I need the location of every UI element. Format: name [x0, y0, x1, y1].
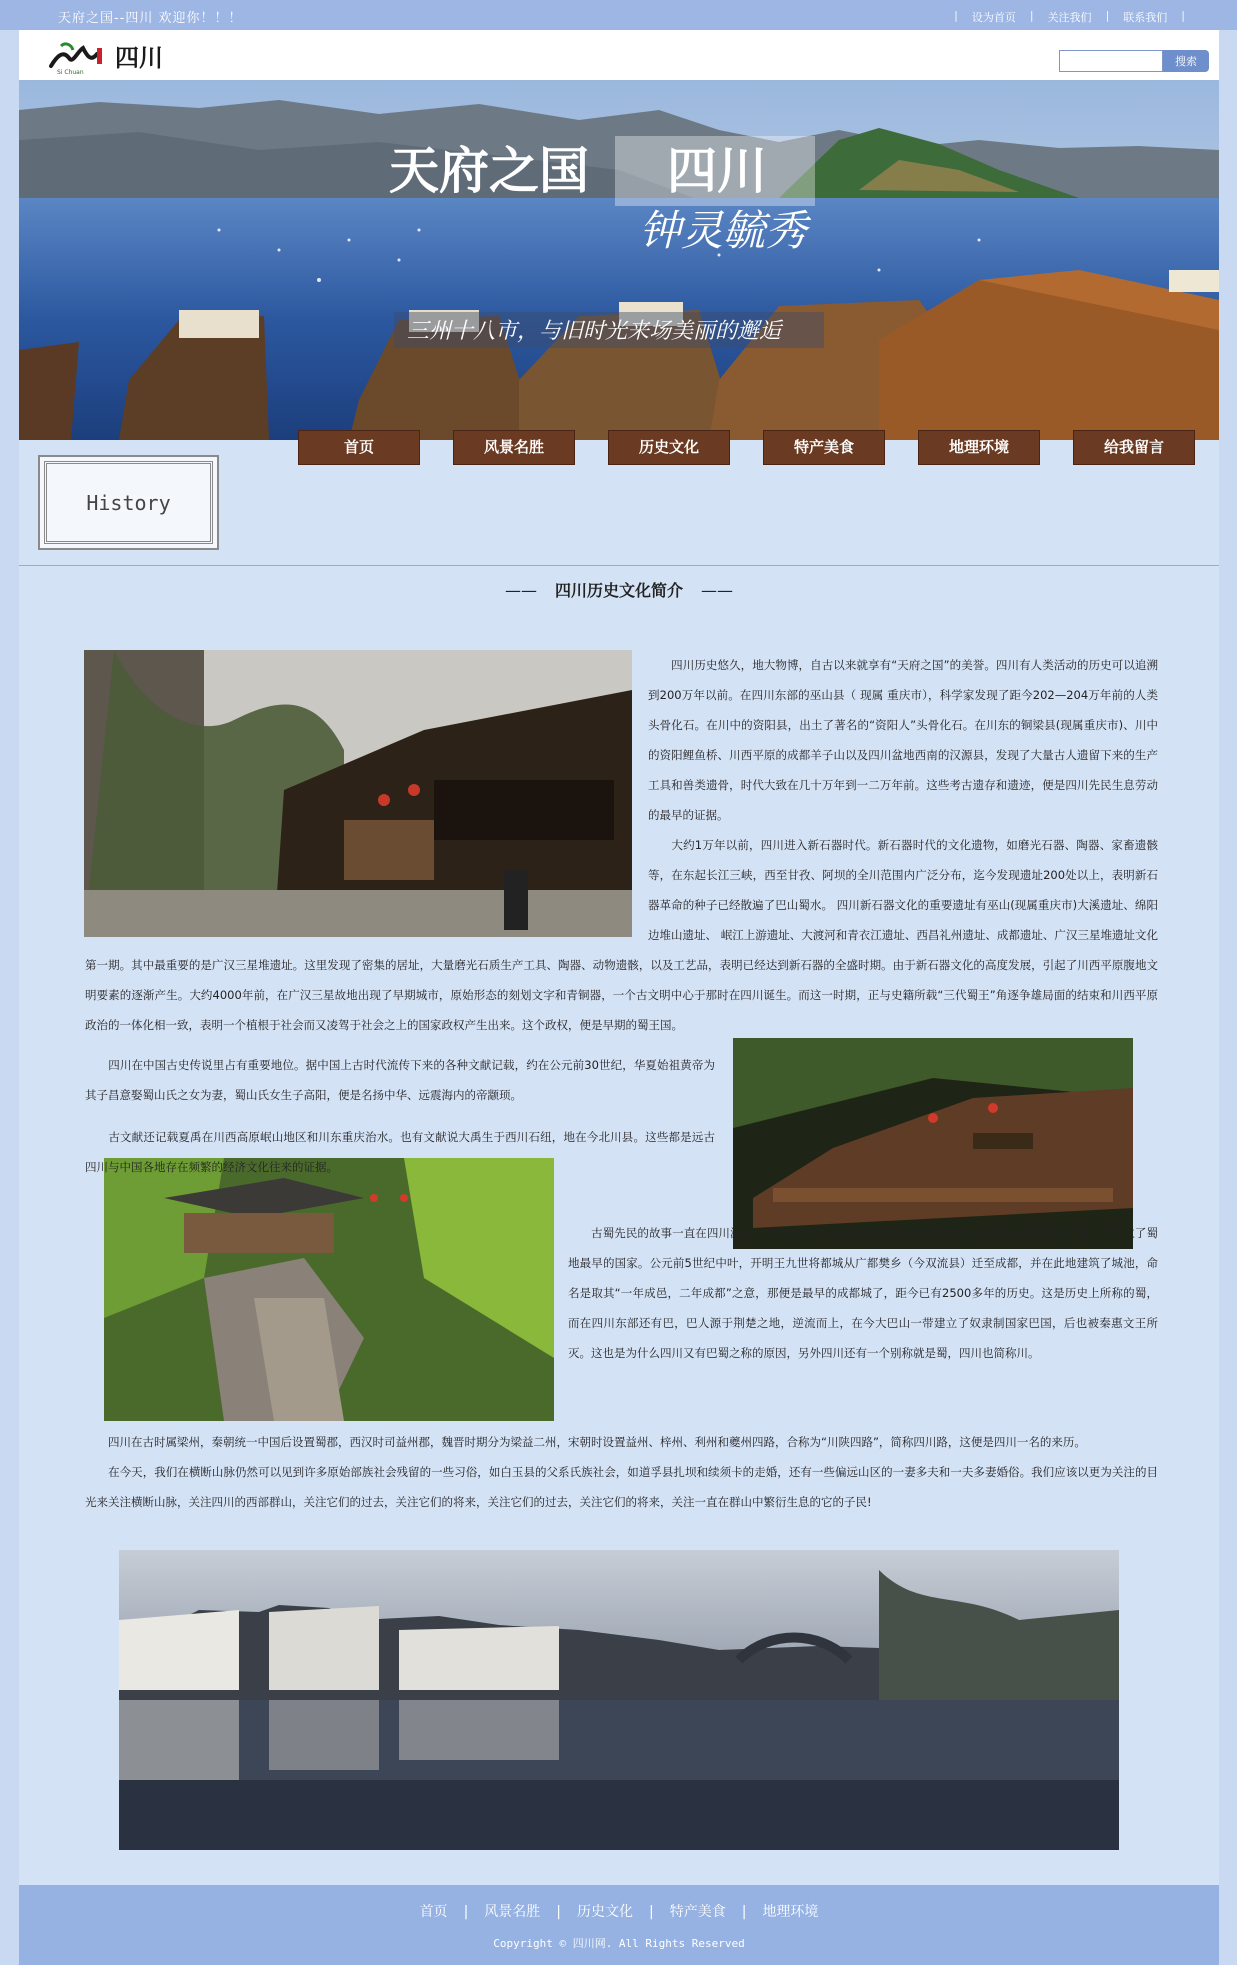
title-dash-right: ——: [701, 581, 733, 600]
top-strip: [0, 0, 1237, 30]
banner-tagline: 三州十八市，与旧时光来场美丽的邂逅: [407, 319, 782, 344]
history-badge-label: History: [44, 461, 213, 544]
separator: |: [649, 1904, 654, 1920]
nav-scenery[interactable]: 风景名胜: [454, 431, 574, 464]
separator: |: [1105, 9, 1110, 22]
separator: |: [1181, 9, 1185, 22]
banner-title-left: 天府之国: [389, 141, 589, 200]
separator: |: [741, 1904, 747, 1920]
footer: [19, 1885, 1219, 1965]
separator: |: [1029, 9, 1034, 22]
section-title-text: 四川历史文化简介: [554, 581, 683, 600]
separator: |: [954, 9, 958, 22]
nav-geography[interactable]: 地理环境: [919, 431, 1039, 464]
separator: |: [463, 1904, 469, 1920]
footer-link-food[interactable]: 特产美食: [669, 1904, 726, 1920]
article: [19, 30, 1219, 1965]
paragraph-4-text: 古文献还记载夏禹在川西高原岷山地区和川东重庆治水。也有文献说大禹生于西川石纽，地在今北川县。这些都是远古四川与中国各地存在频繁的经济文化往来的证据。: [85, 1130, 715, 1174]
banner-title-right: 四川: [667, 141, 767, 200]
separator: |: [556, 1904, 561, 1920]
photo-water-town: [119, 1550, 1119, 1850]
footer-links: [19, 1901, 1219, 1921]
paragraph-3: 四川在中国古史传说里占有重要地位。据中国上古时代流传下来的各种文献记载，约在公元前30世纪，华夏始祖黄帝为其子昌意娶蜀山氏之女为妻，蜀山氏女生子高阳，便是名扬中华、远震海内的帝颛顼。: [85, 1058, 715, 1102]
copyright: Copyright © 四川网. All Rights Reserved: [493, 1937, 745, 1950]
paragraph-5: 古蜀先民的故事一直在四川流传，古蜀王鱼凫、柏灌和开明王等在西蜀大地上从事农耕文明的传播，并创立了蜀地最早的国家。公元前5世纪中叶，开明王九世将都城从广都樊乡（今双流县）迁至成都，并在此地建筑了城池，命名是取其“一年成邑，二年成都”之意，那便是最早的成都城了，距今已有2500多年的历史。这是历史上所称的蜀，而在四川东部还有巴，巴人源于荆楚之地，逆流而上，在今大巴山一带建立了奴隶制国家巴国，后也被秦惠文王所灭。这也是为什么四川又有巴蜀之称的原因，另外四川还有一个别称就是蜀，四川也简称川。: [568, 1226, 1158, 1360]
search-button[interactable]: 搜索: [1163, 50, 1209, 72]
logo-text: 四川: [115, 43, 163, 72]
footer-link-scenery[interactable]: 风景名胜: [484, 1904, 541, 1920]
follow-us-link[interactable]: 关注我们: [1047, 11, 1092, 24]
footer-link-history[interactable]: 历史文化: [577, 1904, 633, 1920]
title-dash-left: ——: [504, 581, 537, 600]
contact-us-link[interactable]: 联系我们: [1123, 11, 1168, 24]
photo-garden-pavilion: [104, 1158, 554, 1421]
banner-subtitle: 钟灵毓秀: [639, 206, 808, 255]
paragraph-6: 四川在古时属梁州，秦朝统一中国后设置蜀郡，西汉时司益州郡，魏晋时期分为梁益二州，宋朝时设置益州、梓州、利州和夔州四路，合称为“川陕四路”，简称四川路，这便是四川一名的来历。: [85, 1435, 1086, 1449]
paragraph-2: [85, 830, 1158, 1040]
nav-message[interactable]: 给我留言: [1074, 431, 1194, 464]
paragraph-1: 四川历史悠久，地大物博，自古以来就享有“天府之国”的美誉。四川有人类活动的历史可以追溯到200万年以前。在四川东部的巫山县（ 现属 重庆市），科学家发现了距今202—204万年前的人类头骨化石。在川中的资阳县，出土了著名的“资阳人”头骨化石。在川东的铜梁县(现属重庆市)、川中的资阳鲤鱼桥、川西平原的成都羊子山以及四川盆地西南的汉源县，发现了大量古人遗留下来的生产工具和兽类遗骨，时代大致在几十万年到一二万年前。这些考古遗存和遗迹，便是四川先民生息劳动的最早的证据。: [648, 658, 1158, 822]
float-spacer: [85, 830, 648, 950]
page: [19, 30, 1219, 1965]
footer-link-geography[interactable]: 地理环境: [762, 1904, 819, 1920]
logo-sub: Si Chuan: [57, 69, 84, 76]
footer-link-home[interactable]: 首页: [419, 1904, 448, 1920]
paragraph-7: 在今天，我们在横断山脉仍然可以见到许多原始部族社会残留的一些习俗，如白玉县的父系氏族社会，如道孚县扎坝和续须卡的走婚，还有一些偏远山区的一妻多夫和一夫多妻婚俗。我们应该以更为关注的目光来关注横断山脉，关注四川的西部群山，关注它们的过去，关注它们的将来，关注它们的过去，关注它们的将来，关注一直在群山中繁衍生息的它的子民!: [85, 1465, 1158, 1509]
paragraph-4: [85, 1122, 715, 1182]
nav-history[interactable]: 历史文化: [609, 431, 729, 464]
nav-home[interactable]: 首页: [299, 431, 419, 464]
nav-food[interactable]: 特产美食: [764, 431, 884, 464]
paragraph-2-text: 大约1万年以前，四川进入新石器时代。新石器时代的文化遗物，如磨光石器、陶器、家畜遗骸等，在东起长江三峡，西至甘孜、阿坝的全川范围内广泛分布，迄今发现遗址200处以上，表明新石器革命的种子已经散遍了巴山蜀水。 四川新石器文化的重要遗址有巫山(现属重庆市)大溪遗址、绵阳边堆山遗址、 岷江上游遗址、大渡河和青衣江遗址、西昌礼州遗址、成都遗址、广汉三星堆遗址文化第一期。其中最重要的是广汉三星堆遗址。这里发现了密集的居址，大量磨光石质生产工具、陶器、动物遗骸，以及工艺品，表明已经达到新石器的全盛时期。由于新石器文化的高度发展，引起了川西平原腹地文明要素的逐渐产生。大约4000年前，在广汉三星故地出现了早期城市，原始形态的刻划文字和青铜器，一个古文明中心于那时在四川诞生。而这一时期，正与史籍所载“三代蜀王”角逐争雄局面的结束和川西平原政治的一体化相一致，表明一个植根于社会而又凌驾于社会之上的国家政权产生出来。这个政权，便是早期的蜀王国。: [85, 838, 1158, 1032]
set-homepage-link[interactable]: 设为首页: [971, 11, 1016, 24]
welcome-text: 天府之国--四川 欢迎你！！！: [58, 11, 243, 26]
top-links: [940, 9, 1199, 25]
